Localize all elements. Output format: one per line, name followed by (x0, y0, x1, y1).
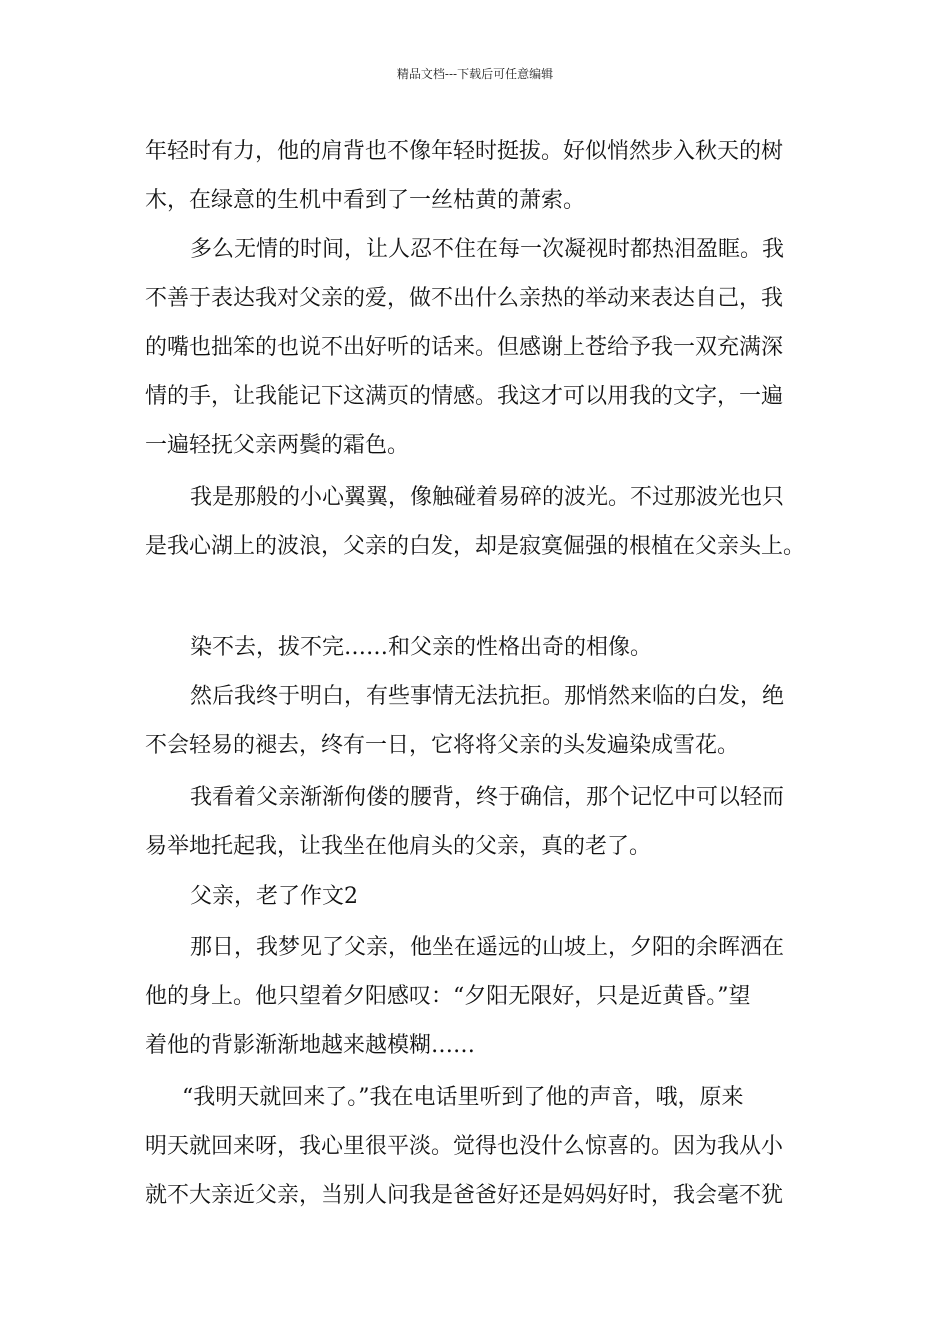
section-heading: 父亲，老了作文2 (190, 884, 358, 909)
text-line: 就不大亲近父亲，当别人问我是爸爸好还是妈妈好时，我会毫不犹 (145, 1183, 784, 1208)
text-line: 他的身上。他只望着夕阳感叹：“夕阳无限好，只是近黄昏。”望 (145, 984, 751, 1009)
text-line: 情的手，让我能记下这满页的情感。我这才可以用我的文字，一遍 (145, 384, 784, 409)
text-line: 易举地托起我，让我坐在他肩头的父亲，真的老了。 (145, 834, 652, 859)
text-line: 不善于表达我对父亲的爱，做不出什么亲热的举动来表达自己，我 (145, 286, 784, 311)
text-line: “我明天就回来了。”我在电话里听到了他的声音，哦，原来 (182, 1085, 744, 1110)
text-line: 不会轻易的褪去，终有一日，它将将父亲的头发遍染成雪花。 (145, 733, 740, 758)
text-line: 一遍轻抚父亲两鬓的霜色。 (145, 433, 410, 458)
text-line: 木，在绿意的生机中看到了一丝枯黄的萧索。 (145, 188, 586, 213)
text-line: 年轻时有力，他的肩背也不像年轻时挺拔。好似悄然步入秋天的树 (145, 139, 784, 164)
page-header: 精品文档---下载后可任意编辑 (396, 67, 554, 81)
text-line: 的嘴也拙笨的也说不出好听的话来。但感谢上苍给予我一双充满深 (145, 335, 784, 360)
text-line: 那日，我梦见了父亲，他坐在遥远的山坡上，夕阳的余晖洒在 (190, 935, 785, 960)
text-line: 我看着父亲渐渐佝偻的腰背，终于确信，那个记忆中可以轻而 (190, 785, 785, 810)
text-line: 明天就回来呀，我心里很平淡。觉得也没什么惊喜的。因为我从小 (145, 1134, 784, 1159)
text-line: 是我心湖上的波浪，父亲的白发，却是寂寞倔强的根植在父亲头上。 (145, 534, 806, 559)
text-line: 我是那般的小心翼翼，像触碰着易碎的波光。不过那波光也只 (190, 485, 785, 510)
text-line: 着他的背影渐渐地越来越模糊…… (145, 1033, 476, 1058)
text-line: 然后我终于明白，有些事情无法抗拒。那悄然来临的白发，绝 (190, 684, 785, 709)
text-line: 染不去，拔不完……和父亲的性格出奇的相像。 (190, 635, 653, 660)
text-line: 多么无情的时间，让人忍不住在每一次凝视时都热泪盈眶。我 (190, 237, 785, 262)
